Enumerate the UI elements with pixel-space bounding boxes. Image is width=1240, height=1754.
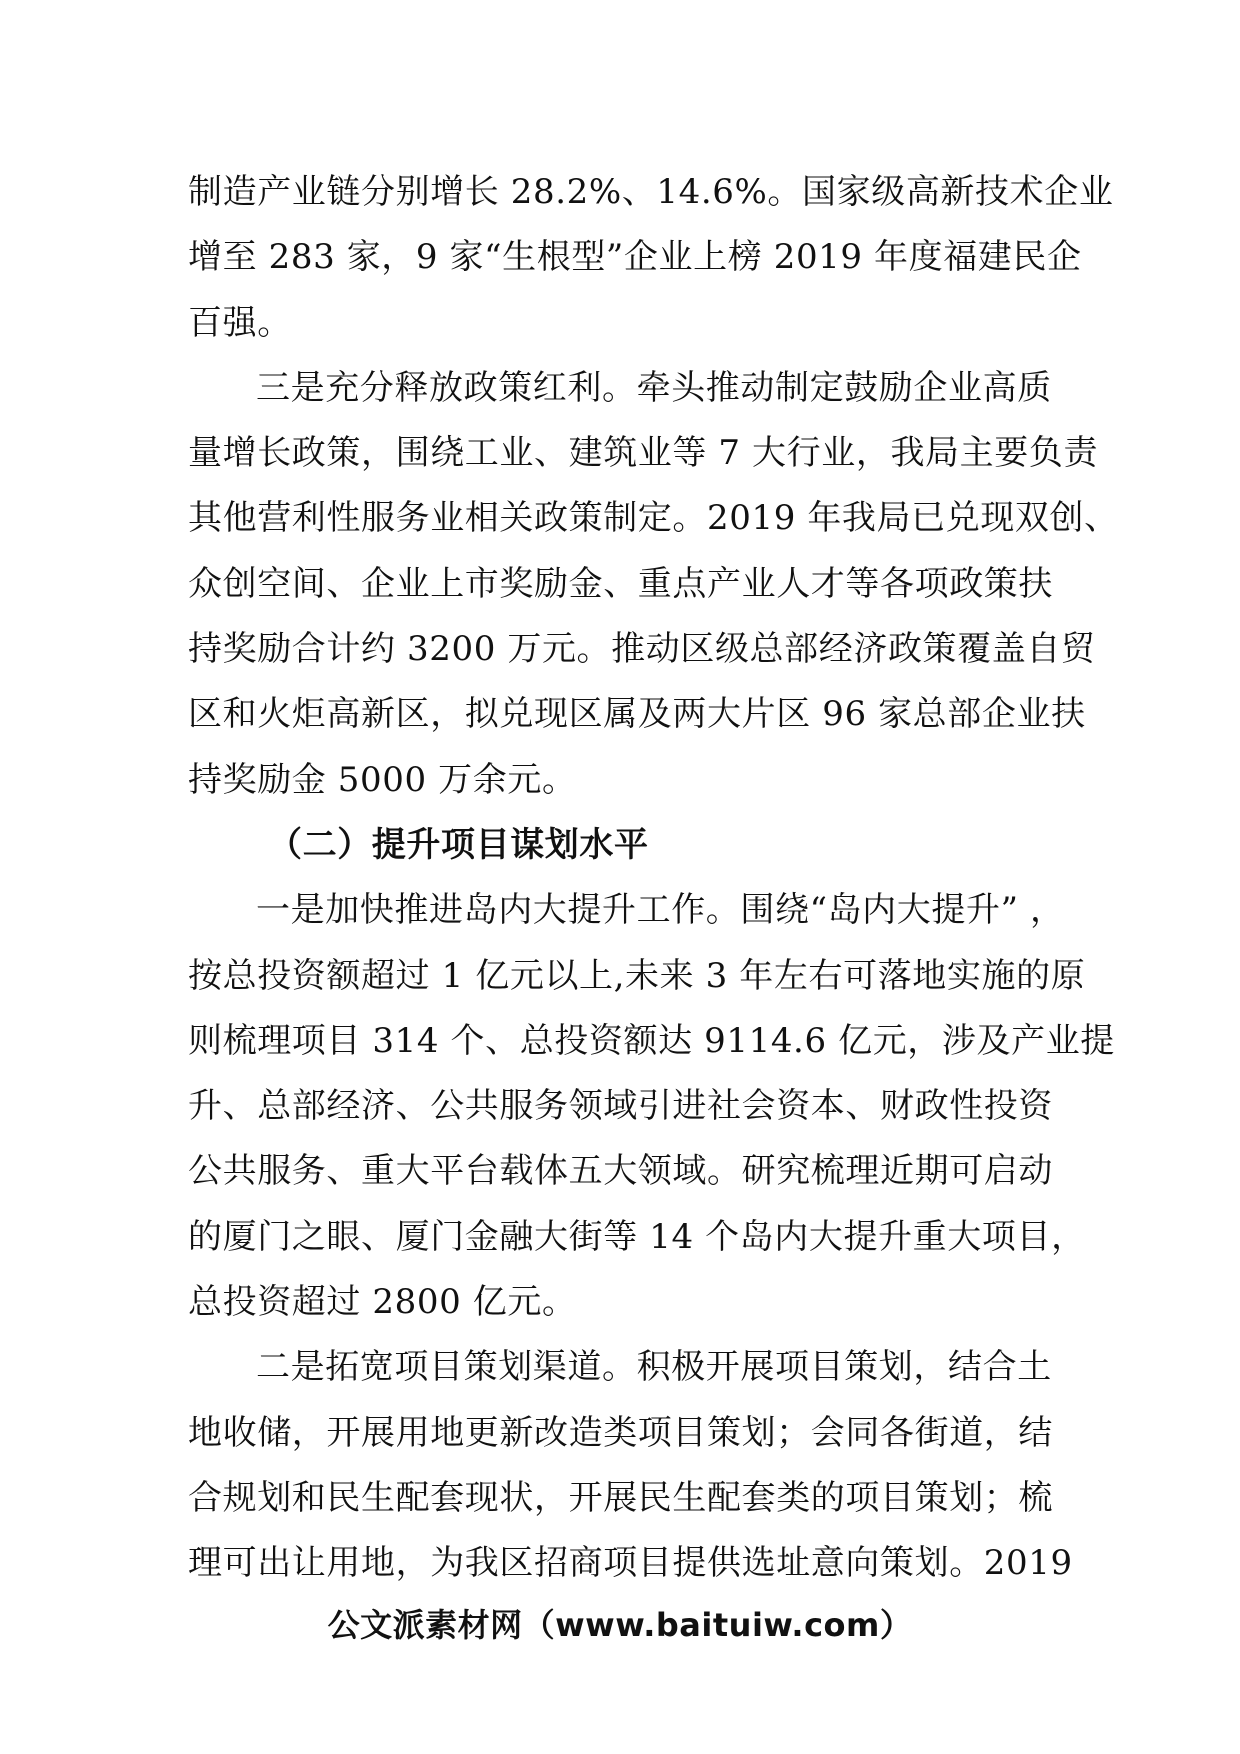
paragraph-start-line: 一是加快推进岛内大提升工作。围绕“岛内大提升” ， [256,890,1065,931]
text-line: 理可出让用地，为我区招商项目提供选址意向策划。2019 [188,1543,1073,1584]
text-line: 百强。 [188,302,292,343]
body-text [188,160,1119,1597]
text-line: 公共服务、重大平台载体五大领域。研究梳理近期可启动 [188,1151,1053,1192]
text-line: 则梳理项目 314 个、总投资额达 9114.6 亿元，涉及产业提 [188,1020,1115,1061]
text-line: 持奖励金 5000 万余元。 [188,759,577,800]
paragraph-start-line: 二是拓宽项目策划渠道。积极开展项目策划，结合土 [256,1347,1052,1388]
text-line: 量增长政策，围绕工业、建筑业等 7 大行业，我局主要负责 [188,433,1099,474]
footer-watermark: 公文派素材网（www.baituiw.com） [327,1606,913,1644]
text-line: 众创空间、企业上市奖励金、重点产业人才等各项政策扶 [188,563,1053,604]
text-line: 升、总部经济、公共服务领域引进社会资本、财政性投资 [188,1086,1053,1127]
text-line: 合规划和民生配套现状，开展民生配套类的项目策划；梳 [188,1477,1053,1518]
section-heading: （二）提升项目谋划水平 [268,824,649,865]
text-line: 制造产业链分别增长 28.2%、14.6%。国家级高新技术企业 [188,172,1114,212]
text-line: 按总投资额超过 1 亿元以上,未来 3 年左右可落地实施的原 [188,955,1086,996]
text-line: 地收储，开展用地更新改造类项目策划；会同各街道，结 [188,1412,1053,1453]
paragraph-start-line: 三是充分释放政策红利。牵头推动制定鼓励企业高质 [256,367,1052,408]
text-line: 区和火炬高新区，拟兑现区属及两大片区 96 家总部企业扶 [188,694,1086,735]
text-line: 其他营利性服务业相关政策制定。2019 年我局已兑现双创、 [188,498,1119,539]
text-line: 持奖励合计约 3200 万元。推动区级总部经济政策覆盖自贸 [188,629,1096,670]
text-line: 总投资超过 2800 亿元。 [188,1282,577,1323]
text-line: 的厦门之眼、厦门金融大街等 14 个岛内大提升重大项目， [188,1216,1086,1257]
text-line: 增至 283 家，9 家“生根型”企业上榜 2019 年度福建民企 [188,237,1082,278]
